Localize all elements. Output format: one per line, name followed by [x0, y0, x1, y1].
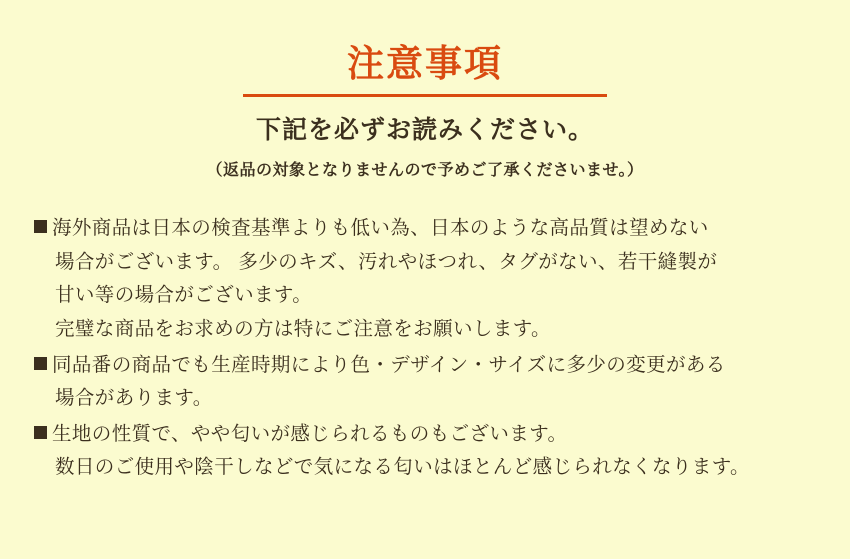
bullet-line-text: 生地の性質で、やや匂いが感じられるものもございます。: [52, 422, 568, 445]
bullet-line: 甘い等の場合がございます。: [55, 284, 313, 307]
notice-header: [0, 0, 850, 180]
bullet-line-text: 海外商品は日本の検査基準よりも低い為、日本のような高品質は望めない: [52, 217, 709, 240]
square-bullet-icon: [34, 357, 47, 370]
page-title: 注意事項: [347, 43, 503, 84]
notice-body: [34, 212, 816, 484]
page-subtitle: 下記を必ずお読みください。: [255, 116, 594, 145]
page-note: （返品の対象となりませんので予めご了承くださいませ。）: [206, 162, 644, 180]
title-underline: [243, 94, 607, 97]
bullet-item: [34, 212, 816, 346]
bullet-item: [34, 418, 816, 485]
bullet-line-text: 同品番の商品でも生産時期により色・デザイン・サイズに多少の変更がある: [52, 353, 726, 376]
bullet-line: [34, 418, 816, 452]
bullet-line: [34, 349, 816, 383]
square-bullet-icon: [34, 220, 47, 233]
bullet-line: 場合があります。: [55, 387, 213, 410]
bullet-line: 数日のご使用や陰干しなどで気になる匂いはほとんど感じられなくなります。: [55, 456, 750, 479]
bullet-line: 場合がございます。 多少のキズ、汚れやほつれ、タグがない、若干縫製が: [55, 250, 718, 273]
square-bullet-icon: [34, 426, 47, 439]
bullet-line: 完璧な商品をお求めの方は特にご注意をお願いします。: [55, 317, 551, 340]
bullet-item: [34, 349, 816, 416]
bullet-line: [34, 212, 816, 246]
